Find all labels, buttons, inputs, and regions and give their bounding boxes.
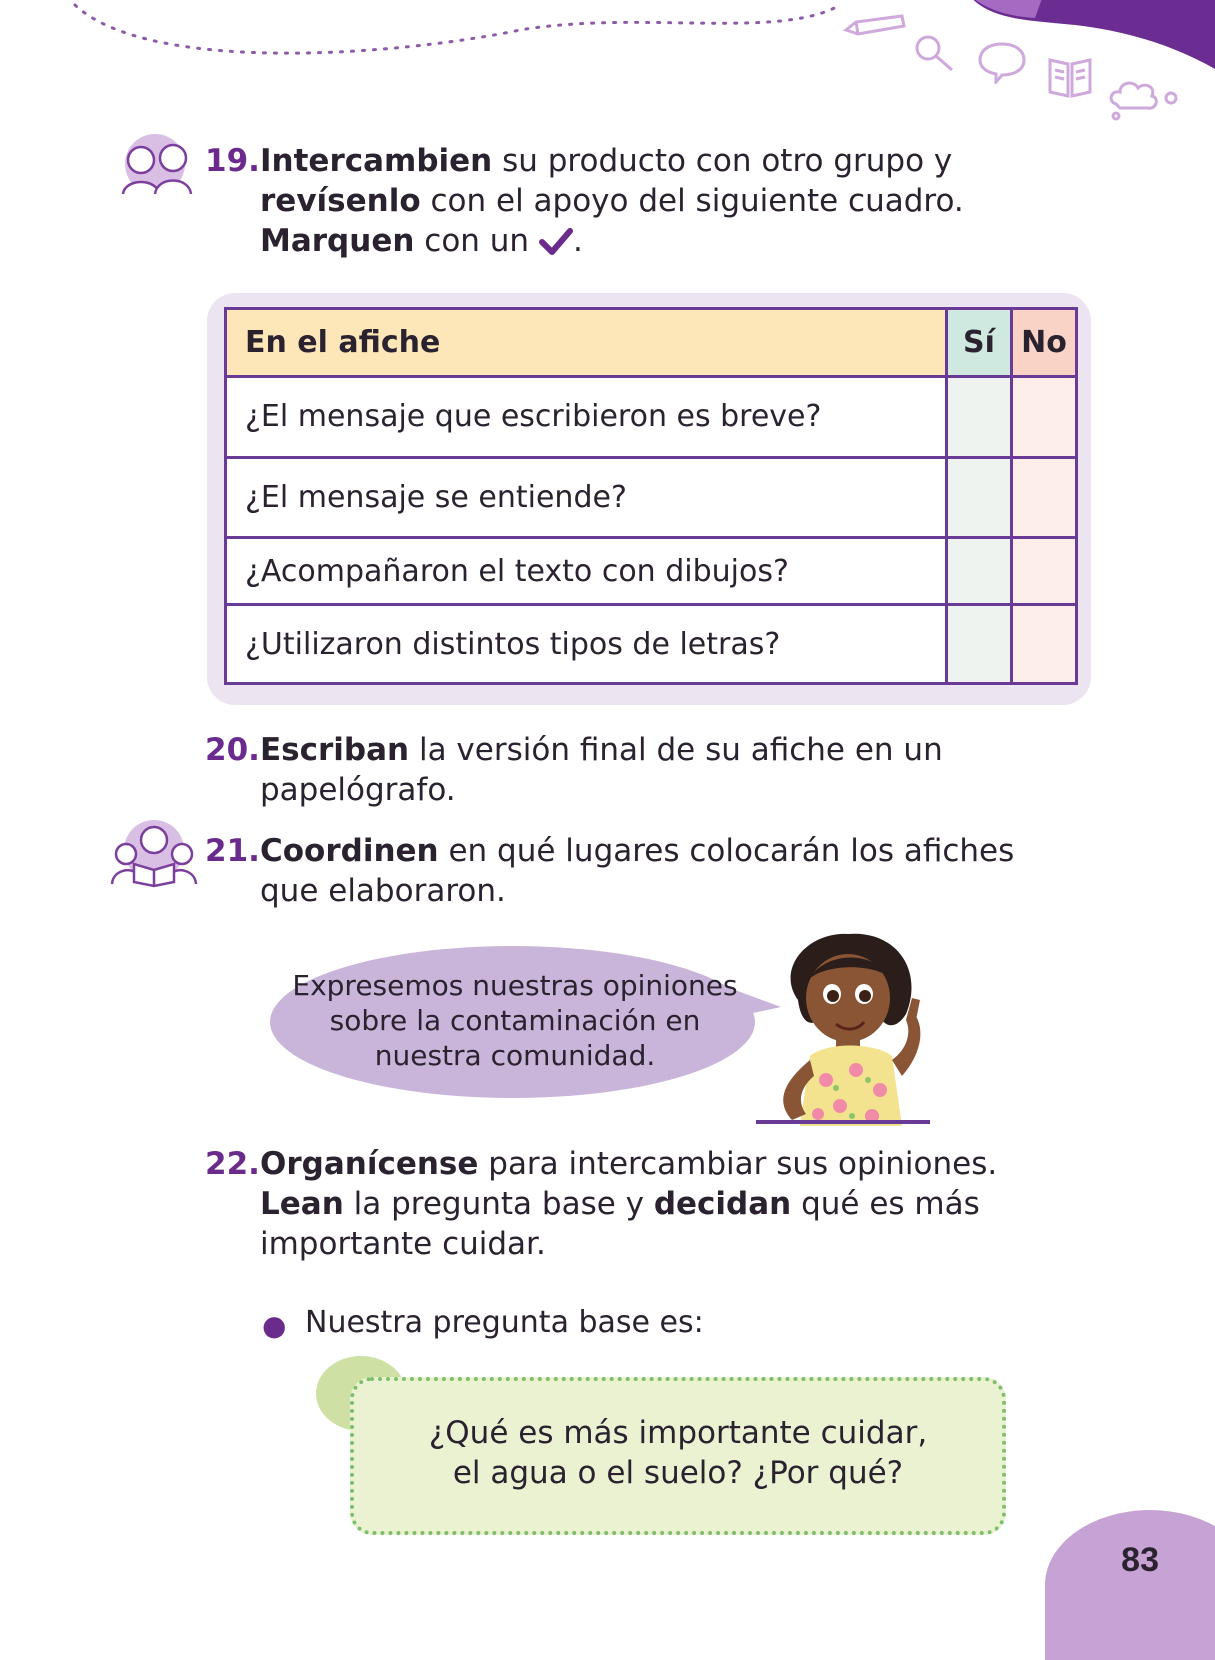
activity-instruction [260, 730, 943, 810]
table-row [226, 376, 1077, 457]
instruction-text: en qué lugares colocarán los afiches [438, 833, 1015, 869]
bold-verb: revísenlo [260, 183, 421, 219]
bold-verb: Organícense [260, 1146, 479, 1182]
page-number: 83 [1121, 1541, 1159, 1579]
no-checkbox-cell[interactable] [1012, 605, 1077, 684]
bubble-line: Expresemos nuestras opiniones [292, 969, 738, 1002]
book-icon [1046, 54, 1094, 100]
instruction-text: su producto con otro grupo y [492, 143, 953, 179]
bold-verb: Lean [260, 1186, 344, 1222]
instruction-text: que elaboraron. [260, 873, 506, 909]
header-dotted-wave [0, 0, 900, 70]
bold-verb: Intercambien [260, 143, 493, 179]
instruction-text: la versión final de su afiche en un [409, 732, 943, 768]
instruction-text: la pregunta base y [343, 1186, 654, 1222]
no-checkbox-cell[interactable] [1012, 457, 1077, 538]
checkmark-icon [539, 227, 573, 257]
criterion-cell: ¿Acompañaron el texto con dibujos? [226, 538, 947, 605]
activity-number: 19. [205, 143, 260, 179]
no-checkbox-cell[interactable] [1012, 376, 1077, 457]
bold-verb: decidan [653, 1186, 792, 1222]
speech-bubble-text [280, 968, 750, 1073]
bold-verb: Coordinen [260, 833, 439, 869]
speech-icon [976, 40, 1028, 84]
review-checklist-table [224, 307, 1078, 685]
instruction-text: papelógrafo. [260, 772, 456, 808]
pencil-icon [842, 12, 908, 38]
activity-instruction [260, 141, 964, 261]
bullet-dot: ● [262, 1309, 287, 1342]
no-checkbox-cell[interactable] [1012, 538, 1077, 605]
yes-checkbox-cell[interactable] [947, 538, 1012, 605]
instruction-text: con el apoyo del siguiente cuadro. [420, 183, 964, 219]
instruction-text: con un [414, 223, 539, 259]
column-header-afiche: En el afiche [226, 309, 947, 377]
column-header-no: No [1012, 309, 1077, 377]
criterion-cell: ¿El mensaje se entiende? [226, 457, 947, 538]
bold-verb: Marquen [260, 223, 415, 259]
activity-number: 20. [205, 732, 260, 768]
thought-cloud-icon [1106, 74, 1186, 122]
activity-number: 21. [205, 833, 260, 869]
table-header-row [226, 309, 1077, 377]
column-header-yes: Sí [947, 309, 1012, 377]
table-row [226, 457, 1077, 538]
magnifier-icon [912, 34, 958, 74]
activity-instruction [260, 1144, 997, 1264]
yes-checkbox-cell[interactable] [947, 605, 1012, 684]
instruction-text: . [572, 223, 583, 259]
criterion-cell: ¿Utilizaron distintos tipos de letras? [226, 605, 947, 684]
page-number-tab [1045, 1510, 1215, 1660]
question-line: el agua o el suelo? ¿Por qué? [452, 1455, 904, 1491]
girl-illustration [756, 930, 956, 1150]
bubble-line: sobre la contaminación en [329, 1004, 701, 1037]
activity-number: 22. [205, 1146, 260, 1182]
instruction-text: para intercambiar sus opiniones. [478, 1146, 998, 1182]
yes-checkbox-cell[interactable] [947, 457, 1012, 538]
bold-verb: Escriban [260, 732, 410, 768]
instruction-text: qué es más [791, 1186, 980, 1222]
bullet-text: Nuestra pregunta base es: [305, 1305, 704, 1340]
bubble-line: nuestra comunidad. [374, 1039, 656, 1072]
pair-work-icon [115, 130, 197, 198]
group-work-icon [108, 816, 200, 888]
criterion-cell: ¿El mensaje que escribieron es breve? [226, 376, 947, 457]
question-line: ¿Qué es más importante cuidar, [428, 1415, 928, 1451]
base-question-text [350, 1413, 1006, 1493]
activity-instruction [260, 831, 1014, 911]
instruction-text: importante cuidar. [260, 1226, 546, 1262]
yes-checkbox-cell[interactable] [947, 376, 1012, 457]
table-row [226, 605, 1077, 684]
table-row [226, 538, 1077, 605]
